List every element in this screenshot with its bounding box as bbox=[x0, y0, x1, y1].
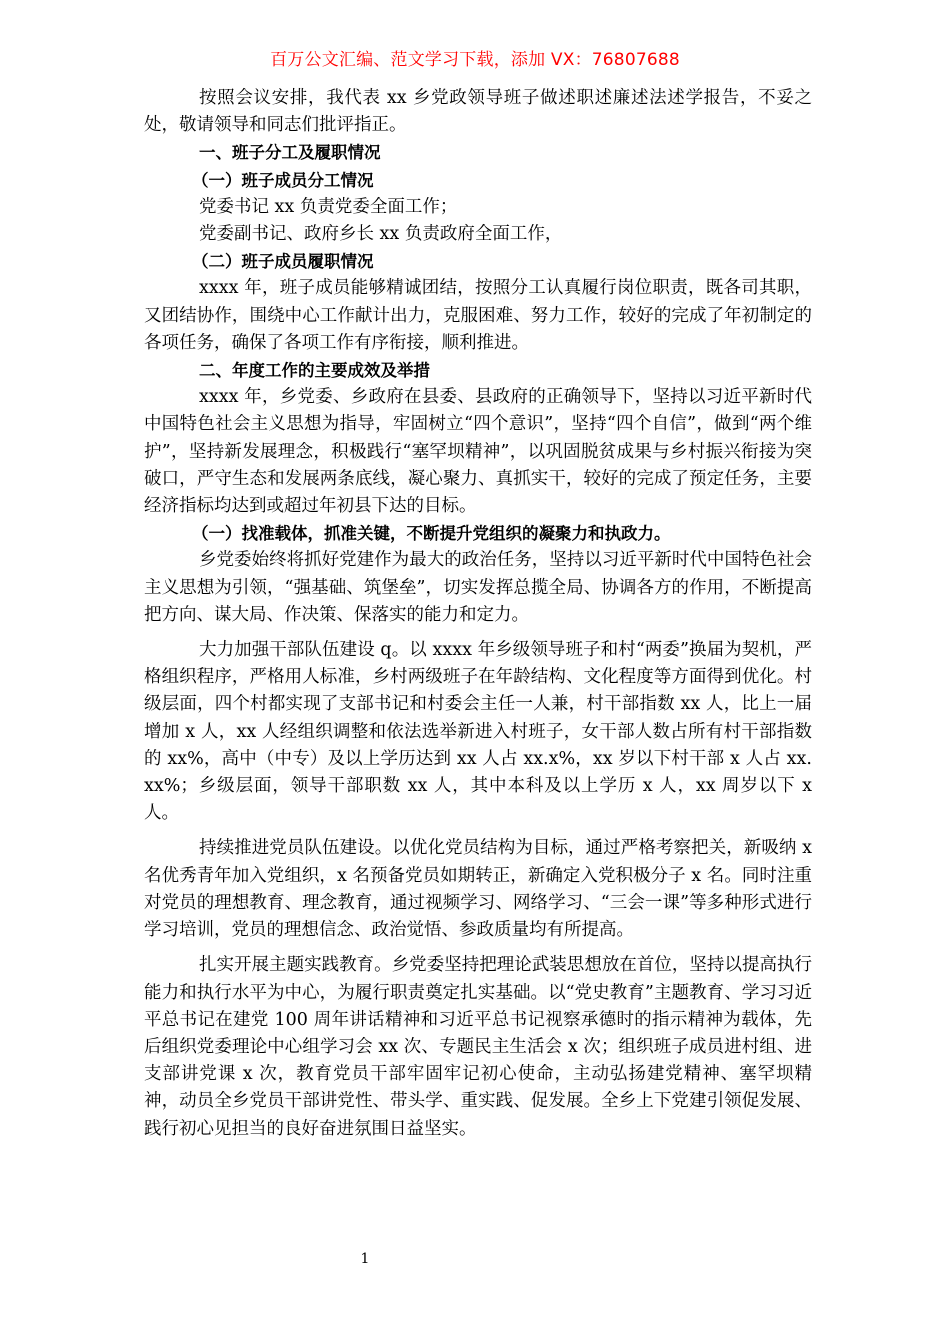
opening-paragraph: 按照会议安排，我代表 xx 乡党政领导班子做述职述廉述法述学报告，不妥之处，敬请领导和同志们批评指正。 bbox=[144, 88, 812, 136]
subsection-heading-1-2: （二）班子成员履职情况 bbox=[192, 252, 374, 272]
paragraph: xxxx 年，乡党委、乡政府在县委、县政府的正确领导下，坚持以习近平新时代中国特色社会主义思想为指导，牢固树立“四个意识”，坚持“四个自信”，做到“两个维护”，坚持新发展理念，积极践行“塞罕坝精神”，以巩固脱贫成果与乡村振兴衔接为突破口，严守生态和发展两条底线，凝心聚力、真抓实干，较好的完成了预定任务，主要经济指标均达到或超过年初县下达的目标。 bbox=[144, 387, 812, 517]
section-heading-1: 一、班子分工及履职情况 bbox=[199, 143, 381, 163]
paragraph: xxxx 年，班子成员能够精诚团结，按照分工认真履行岗位职责，既各司其职，又团结协作，围绕中心工作献计出力，克服困难、努力工作，较好的完成了年初制定的各项任务，确保了各项工作有序衔接，顺利推进。 bbox=[144, 278, 812, 353]
subsection-heading-1-1: （一）班子成员分工情况 bbox=[192, 170, 374, 190]
section-heading-2: 二、年度工作的主要成效及举措 bbox=[199, 361, 430, 381]
subsection-heading-2-1: （一）找准载体，抓准关键，不断提升党组织的凝聚力和执政力。 bbox=[192, 524, 671, 544]
document-body bbox=[144, 85, 812, 1143]
page-number: 1 bbox=[360, 1251, 370, 1267]
watermark-banner: 百万公文汇编、范文学习下载，添加 VX：76807688 bbox=[270, 50, 680, 70]
paragraph: 党委副书记、政府乡长 xx 负责政府全面工作， bbox=[199, 224, 563, 245]
paragraph: 乡党委始终将抓好党建作为最大的政治任务，坚持以习近平新时代中国特色社会主义思想为引领，“强基础、筑堡垒”，切实发挥总揽全局、协调各方的作用，不断提高把方向、谋大局、作决策、保落实的能力和定力。 bbox=[144, 550, 812, 625]
paragraph: 扎实开展主题实践教育。乡党委坚持把理论武装思想放在首位，坚持以提高执行能力和执行水平为中心，为履行职责奠定扎实基础。以“党史教育”主题教育、学习习近平总书记在建党 100 周年讲话精神和习近平总书记视察承德时的指示精神为载体，先后组织党委理论中心组学习会 xx 次、专题民主生活会 x 次；组织班子成员进村组、进支部讲党课 x 次，教育党员干部牢固牢记初心使命，主动弘扬建党精神、塞罕坝精神，动员全乡党员干部讲党性、带头学、重实践、促发展。全乡上下党建引领促发展、践行初心见担当的良好奋进氛围日益坚实。 bbox=[144, 955, 812, 1139]
paragraph: 持续推进党员队伍建设。以优化党员结构为目标，通过严格考察把关，新吸纳 x 名优秀青年加入党组织，x 名预备党员如期转正，新确定入党积极分子 x 名。同时注重对党员的理想教育、理念教育，通过视频学习、网络学习、“三会一课”等多种形式进行学习培训，党员的理想信念、政治觉悟、参政质量均有所提高。 bbox=[144, 838, 812, 941]
paragraph: 大力加强干部队伍建设 q。以 xxxx 年乡级领导班子和村“两委”换届为契机，严格组织程序，严格用人标准，乡村两级班子在年龄结构、文化程度等方面得到优化。村级层面，四个村都实现了支部书记和村委会主任一人兼，村干部指数 xx 人，比上一届增加 x 人，xx 人经组织调整和依法选举新进入村班子，女干部人数占所有村干部指数的 xx%，高中（中专）及以上学历达到 xx 人占 xx.x%，xx 岁以下村干部 x 人占 xx.xx%；乡级层面，领导干部职数 xx 人，其中本科及以上学历 x 人，xx 周岁以下 x 人。 bbox=[144, 640, 812, 824]
paragraph: 党委书记 xx 负责党委全面工作； bbox=[199, 196, 458, 217]
